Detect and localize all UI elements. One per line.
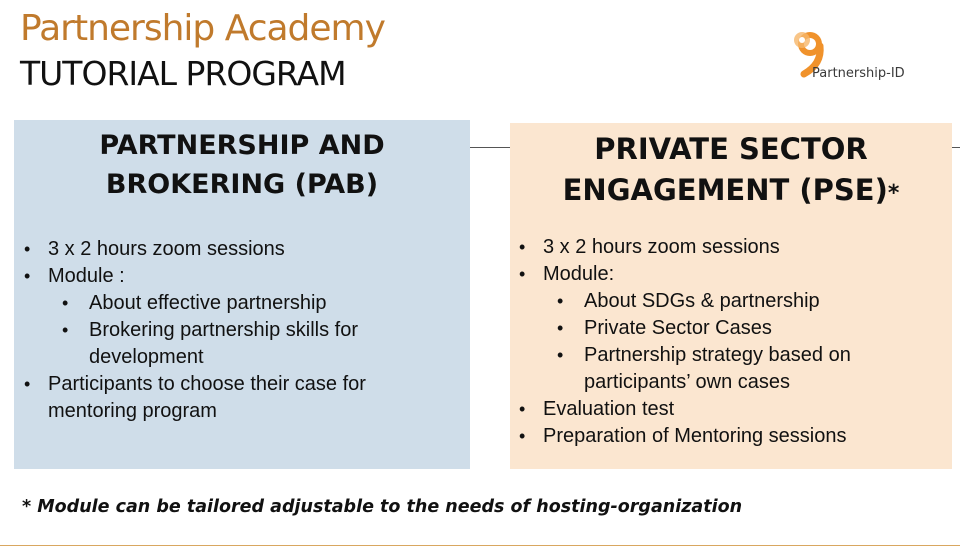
connector-line-right xyxy=(952,147,960,148)
bullet-icon: • xyxy=(557,318,564,338)
bottom-divider xyxy=(0,545,960,546)
bullet-icon: • xyxy=(62,293,69,313)
pab-title xyxy=(14,126,470,204)
bullet-icon: • xyxy=(62,320,69,340)
pse-title-line2: ENGAGEMENT (PSE) xyxy=(562,173,888,207)
bullet-icon: • xyxy=(557,345,564,365)
bullet-icon: • xyxy=(519,237,526,257)
pse-panel xyxy=(510,123,952,469)
bullet-icon: • xyxy=(24,239,31,259)
bullet-icon: • xyxy=(519,264,526,284)
pse-list xyxy=(513,234,851,450)
connector-line xyxy=(470,147,510,148)
pse-title-line2-wrap xyxy=(510,170,952,214)
list-item: • Preparation of Mentoring sessions xyxy=(513,423,851,450)
list-item-continuation: participants’ own cases xyxy=(584,371,791,393)
pab-title-line2: BROKERING (PAB) xyxy=(105,169,379,200)
pse-title xyxy=(510,129,952,214)
logo-text: Partnership-ID xyxy=(812,66,905,81)
page-subtitle: TUTORIAL PROGRAM xyxy=(20,54,346,93)
list-item: • Module: xyxy=(513,261,851,288)
list-item: • Participants to choose their case for xyxy=(18,371,366,398)
page-title: Partnership Academy xyxy=(20,8,385,49)
list-item: • Brokering partnership skills for xyxy=(18,317,366,344)
pab-title-line1: PARTNERSHIP AND xyxy=(99,130,385,161)
list-item: • Module : xyxy=(18,263,366,290)
list-item: • About effective partnership xyxy=(18,290,366,317)
pab-list xyxy=(18,236,366,425)
bullet-icon: • xyxy=(519,426,526,446)
bullet-icon: • xyxy=(519,399,526,419)
bullet-icon: • xyxy=(557,291,564,311)
list-item: • 3 x 2 hours zoom sessions xyxy=(18,236,366,263)
partnership-id-logo xyxy=(790,30,950,90)
list-item-continuation: development xyxy=(89,346,204,368)
pse-title-marker: * xyxy=(887,181,900,206)
footnote: * Module can be tailored adjustable to the needs of hosting-organization xyxy=(22,497,743,517)
list-item: • 3 x 2 hours zoom sessions xyxy=(513,234,851,261)
list-item: • About SDGs & partnership xyxy=(513,288,851,315)
bullet-icon: • xyxy=(24,374,31,394)
list-item: • Private Sector Cases xyxy=(513,315,851,342)
list-item: • Evaluation test xyxy=(513,396,851,423)
list-item: • Partnership strategy based on xyxy=(513,342,851,369)
bullet-icon: • xyxy=(24,266,31,286)
pse-title-line1: PRIVATE SECTOR xyxy=(594,132,868,166)
pab-panel xyxy=(14,120,470,469)
list-item-continuation: mentoring program xyxy=(48,400,217,422)
